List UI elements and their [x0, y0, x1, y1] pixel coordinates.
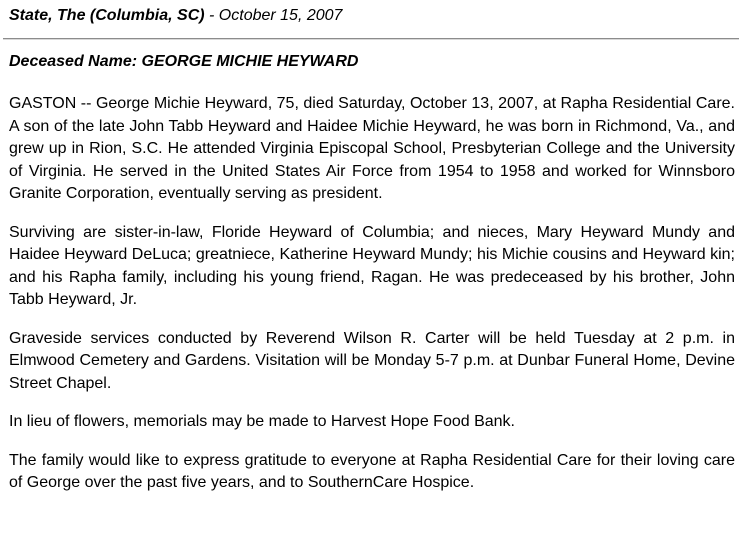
deceased-name-line	[9, 52, 358, 72]
publication-date: October 15, 2007	[218, 7, 343, 24]
obituary-paragraph-services: Graveside services conducted by Reverend Wilson R. Carter will be held Tuesday at 2 p.m. in Elmwood Cemetery and Gardens. Visitation will be Monday 5-7 p.m. at Dunbar Funeral Home, Devine Street Chapel.	[9, 329, 735, 392]
obituary-paragraph-survivors: Surviving are sister-in-law, Floride Heyward of Columbia; and nieces, Mary Heyward Mundy and Haidee Heyward DeLuca; greatniece, Katherine Heyward Mundy; his Michie cousins and Heyward kin; and his Rapha family, including his young friend, Ragan. He was predeceased by his brother, John Tabb Heyward, Jr.	[9, 223, 735, 308]
obituary-paragraph-memorials: In lieu of flowers, memorials may be made to Harvest Hope Food Bank.	[9, 413, 515, 430]
publication-header	[9, 6, 342, 26]
obituary-body	[9, 93, 735, 511]
header-divider	[3, 38, 739, 40]
obituary-paragraph-gratitude: The family would like to express gratitude to everyone at Rapha Residential Care for their loving care of George over the past five years, and to SouthernCare Hospice.	[9, 451, 735, 491]
header-separator: -	[204, 7, 219, 24]
deceased-name: GEORGE MICHIE HEYWARD	[141, 53, 359, 70]
obituary-paragraph-biography: GASTON -- George Michie Heyward, 75, died Saturday, October 13, 2007, at Rapha Residential Care. A son of the late John Tabb Heyward and Haidee Michie Heyward, he was born in Richmond, Va., and grew up in Rion, S.C. He attended Virginia Episcopal School, Presbyterian College and the University of Virginia. He served in the United States Air Force from 1954 to 1958 and worked for Winnsboro Granite Corporation, eventually serving as president.	[9, 95, 735, 202]
publication-source: State, The (Columbia, SC)	[9, 7, 205, 24]
deceased-label: Deceased Name:	[9, 53, 138, 70]
